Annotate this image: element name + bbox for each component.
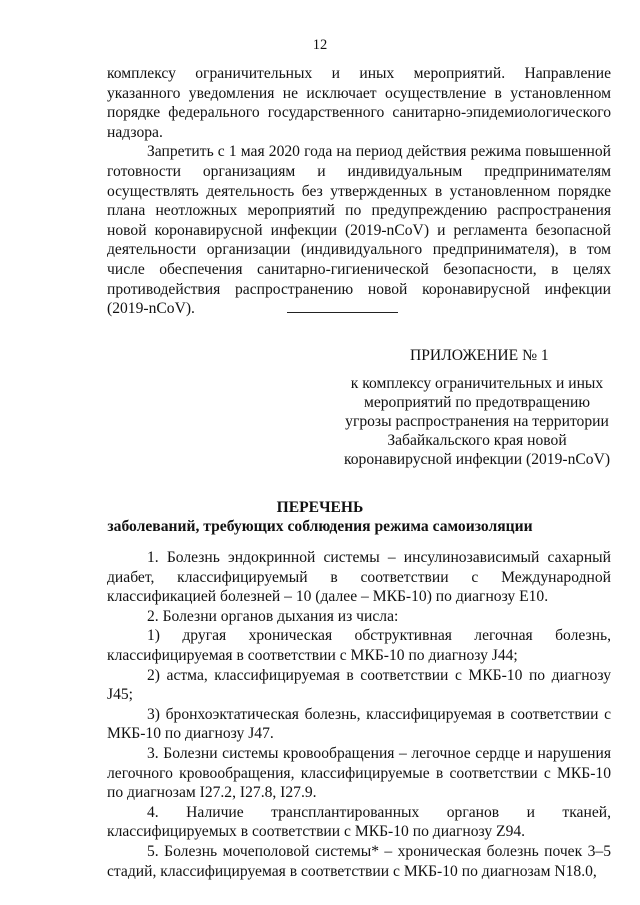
appendix-subtitle: к комплексу ограничительных и иных мероприятий по предотвращению угрозы распространения на территории Забайкальского края новой коронавирусной инфекции (2019-nCoV) — [343, 375, 611, 468]
list-item: 5. Болезнь мочеполовой системы* – хроническая болезнь почек 3–5 стадий, классифицируемая в соответствии с МКБ-10 по диагнозам N18.0, — [107, 842, 611, 880]
top-section — [107, 64, 611, 319]
disease-list — [107, 548, 611, 881]
paragraph-continuation: комплексу ограничительных и иных мероприятий. Направление указанного уведомления не исключает осуществление в установленном порядке федерального государственного санитарно-эпидемиологического надзора. — [107, 65, 611, 141]
page-number: 12 — [312, 37, 328, 53]
list-item: 1) другая хроническая обструктивная легочная болезнь, классифицируемая в соответствии с МКБ-10 по диагнозу J44; — [107, 627, 611, 664]
list-subtitle: заболеваний, требующих соблюдения режима самоизоляции — [107, 518, 533, 535]
list-item: 2) астма, классифицируемая в соответствии с МКБ-10 по диагнозу J45; — [107, 666, 611, 704]
paragraph-prohibition: Запретить с 1 мая 2020 года на период действия режима повышенной готовности организациям и индивидуальным предпринимателям осуществлять деятельность без утвержденных в установленном порядке плана неотложных мероприятий по предупреждению распространения новой коронавирусной инфекции (2019-nCoV) и регламента безопасной деятельности организации (индивидуального предпринимателя), в том числе обеспечения санитарно-гигиенической безопасности, в целях противодействия распространению новой коронавирусной инфекции (2019-nCoV). — [107, 143, 611, 318]
list-title: ПЕРЕЧЕНЬ — [276, 499, 364, 516]
list-item: 1. Болезнь эндокринной системы – инсулинозависимый сахарный диабет, классифицируемый в соответствии с Международной классификацией болезней – 10 (далее – МКБ-10) по диагнозу E10. — [107, 549, 611, 606]
separator-line — [287, 312, 398, 313]
appendix-title: ПРИЛОЖЕНИЕ № 1 — [410, 347, 549, 364]
list-item: 3. Болезни системы кровообращения – легочное сердце и нарушения легочного кровообращения, классифицируемые в соответствии с МКБ-10 по диагнозам I27.2, I27.8, I27.9. — [107, 744, 611, 802]
list-item: 2. Болезни органов дыхания из числа: — [147, 607, 399, 625]
list-item: 3) бронхоэктатическая болезнь, классифицируемая в соответствии с МКБ-10 по диагнозу J47. — [107, 705, 611, 743]
list-item: 4. Наличие трансплантированных органов и тканей, классифицируемых в соответствии с МКБ-10 по диагнозу Z94. — [107, 803, 611, 841]
